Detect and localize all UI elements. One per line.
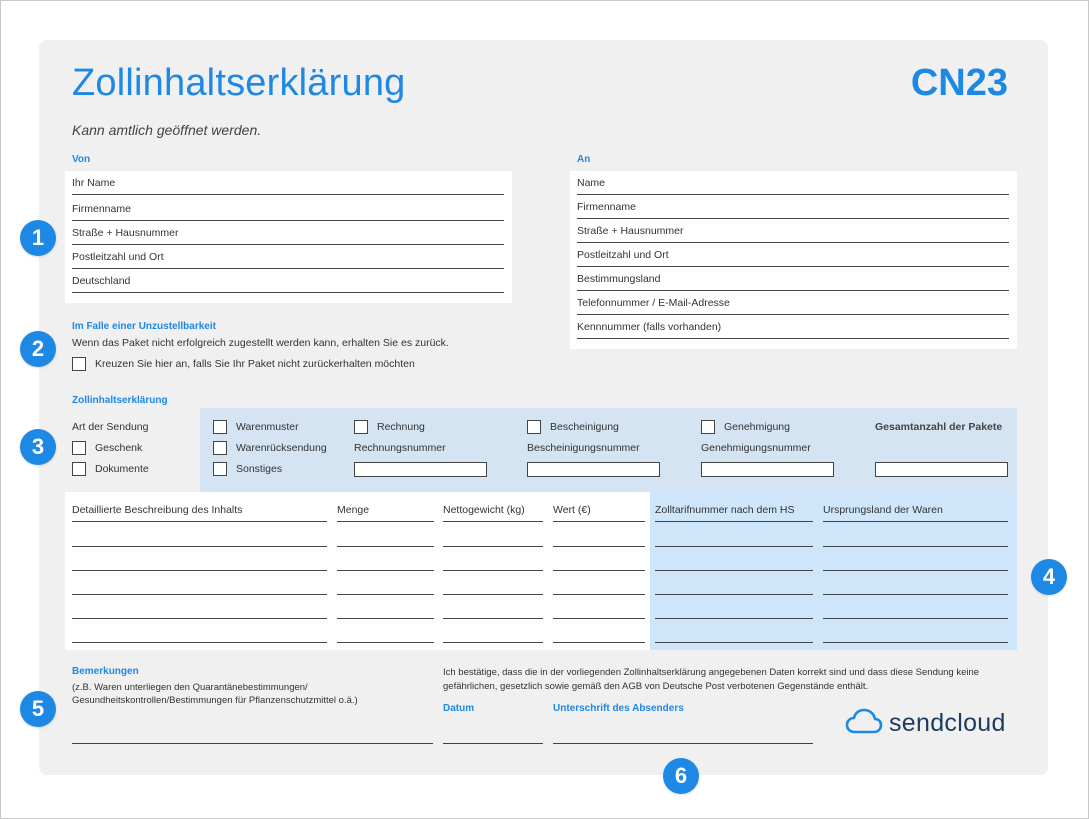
table-cell-line[interactable] — [443, 642, 543, 643]
sender-zip-city-field[interactable]: Postleitzahl und Ort — [72, 245, 504, 269]
returned-goods-checkbox[interactable] — [213, 441, 227, 455]
recipient-company-field[interactable]: Firmenname — [577, 195, 1009, 219]
table-cell-line[interactable] — [553, 618, 645, 619]
table-cell-line[interactable] — [337, 546, 434, 547]
col-quantity: Menge — [337, 504, 370, 516]
no-return-checkbox[interactable] — [72, 357, 86, 371]
table-cell-line[interactable] — [655, 642, 813, 643]
table-cell-line[interactable] — [553, 570, 645, 571]
returned-goods-label: Warenrücksendung — [236, 442, 327, 454]
table-cell-line[interactable] — [72, 546, 327, 547]
sender-heading: Von — [72, 154, 91, 165]
table-cell-line[interactable] — [655, 570, 813, 571]
table-cell-line[interactable] — [443, 570, 543, 571]
recipient-id-field[interactable]: Kennnummer (falls vorhanden) — [577, 315, 1009, 339]
signature-line[interactable] — [553, 743, 813, 744]
table-cell-line[interactable] — [443, 546, 543, 547]
other-label: Sonstiges — [236, 463, 283, 475]
table-cell-line[interactable] — [553, 594, 645, 595]
license-number-label: Genehmigungsnummer — [701, 442, 811, 454]
table-cell-line[interactable] — [655, 521, 813, 522]
table-cell-line[interactable] — [337, 594, 434, 595]
table-cell-line[interactable] — [823, 642, 1008, 643]
col-hs-code: Zolltarifnummer nach dem HS — [655, 504, 795, 516]
certificate-label: Bescheinigung — [550, 421, 619, 433]
license-number-input[interactable] — [701, 462, 834, 477]
col-description: Detaillierte Beschreibung des Inhalts — [72, 504, 243, 516]
cloud-icon — [845, 708, 883, 738]
table-cell-line[interactable] — [655, 546, 813, 547]
documents-checkbox[interactable] — [72, 462, 86, 476]
sample-checkbox[interactable] — [213, 420, 227, 434]
recipient-street-field[interactable]: Straße + Hausnummer — [577, 219, 1009, 243]
certificate-number-label: Bescheinigungsnummer — [527, 442, 640, 454]
remarks-line[interactable] — [72, 743, 433, 744]
table-cell-line[interactable] — [823, 521, 1008, 522]
table-cell-line[interactable] — [655, 618, 813, 619]
brand-name: sendcloud — [889, 708, 1006, 737]
recipient-zip-city-field[interactable]: Postleitzahl und Ort — [577, 243, 1009, 267]
date-line[interactable] — [443, 743, 543, 744]
no-return-label: Kreuzen Sie hier an, falls Sie Ihr Paket nicht zurückerhalten möchten — [95, 358, 415, 370]
table-cell-line[interactable] — [553, 546, 645, 547]
col-net-weight: Nettogewicht (kg) — [443, 504, 525, 516]
sender-panel — [65, 171, 512, 303]
step-badge-2: 2 — [20, 331, 56, 367]
table-cell-line[interactable] — [823, 618, 1008, 619]
table-cell-line[interactable] — [72, 594, 327, 595]
step-badge-5: 5 — [20, 691, 56, 727]
col-value: Wert (€) — [553, 504, 591, 516]
table-cell-line[interactable] — [72, 618, 327, 619]
sender-name-field[interactable]: Ihr Name — [72, 171, 504, 195]
table-cell-line[interactable] — [443, 618, 543, 619]
table-cell-line[interactable] — [443, 521, 543, 522]
recipient-contact-field[interactable]: Telefonnummer / E-Mail-Adresse — [577, 291, 1009, 315]
table-cell-line[interactable] — [72, 521, 327, 522]
recipient-name-field[interactable]: Name — [577, 171, 1009, 195]
customs-heading: Zollinhaltserklärung — [72, 395, 168, 406]
sender-company-field[interactable]: Firmenname — [72, 197, 504, 221]
step-badge-3: 3 — [20, 429, 56, 465]
certificate-number-input[interactable] — [527, 462, 660, 477]
documents-label: Dokumente — [95, 463, 149, 475]
gift-label: Geschenk — [95, 442, 143, 454]
undeliverable-heading: Im Falle einer Unzustellbarkeit — [72, 321, 216, 332]
table-cell-line[interactable] — [337, 521, 434, 522]
license-label: Genehmigung — [724, 421, 790, 433]
form-code: CN23 — [910, 62, 1008, 104]
recipient-country-field[interactable]: Bestimmungsland — [577, 267, 1009, 291]
col-origin: Ursprungsland der Waren — [823, 504, 943, 516]
form-title: Zollinhaltserklärung — [72, 62, 406, 104]
sender-street-field[interactable]: Straße + Hausnummer — [72, 221, 504, 245]
date-label: Datum — [443, 703, 475, 714]
remarks-text: (z.B. Waren unterliegen den Quarantänebestimmungen/ Gesundheitskontrollen/Bestimmungen für Pflanzenschutzmittel o.ä.) — [72, 682, 358, 706]
table-cell-line[interactable] — [823, 594, 1008, 595]
invoice-checkbox[interactable] — [354, 420, 368, 434]
gift-checkbox[interactable] — [72, 441, 86, 455]
shipment-type-label: Art der Sendung — [72, 421, 149, 433]
recipient-panel — [570, 171, 1017, 349]
table-cell-line[interactable] — [443, 594, 543, 595]
table-cell-line[interactable] — [655, 594, 813, 595]
sample-label: Warenmuster — [236, 421, 299, 433]
invoice-label: Rechnung — [377, 421, 425, 433]
table-cell-line[interactable] — [553, 642, 645, 643]
invoice-number-label: Rechnungsnummer — [354, 442, 446, 454]
signature-label: Unterschrift des Absenders — [553, 703, 684, 714]
total-packages-input[interactable] — [875, 462, 1008, 477]
license-checkbox[interactable] — [701, 420, 715, 434]
step-badge-4: 4 — [1031, 559, 1067, 595]
certificate-checkbox[interactable] — [527, 420, 541, 434]
table-cell-line[interactable] — [72, 570, 327, 571]
brand-logo — [845, 708, 1006, 738]
declaration-text: Ich bestätige, dass die in der vorliegenden Zollinhaltserklärung angegebenen Daten korrekt sind und dass diese Sendung keine gefährlichen, gesetzlich sowie gemäß den AGB von Deutsche Post verbotenen Gegenstände enthält. — [443, 667, 980, 692]
sender-country-field[interactable]: Deutschland — [72, 269, 504, 293]
total-packages-label: Gesamtanzahl der Pakete — [875, 421, 1003, 433]
table-cell-line[interactable] — [823, 570, 1008, 571]
table-cell-line[interactable] — [337, 618, 434, 619]
table-cell-line[interactable] — [337, 642, 434, 643]
recipient-heading: An — [577, 154, 591, 165]
step-badge-6: 6 — [663, 758, 699, 794]
undeliverable-text: Wenn das Paket nicht erfolgreich zugestellt werden kann, erhalten Sie es zurück. — [72, 337, 449, 349]
table-cell-line[interactable] — [72, 642, 327, 643]
step-badge-1: 1 — [20, 220, 56, 256]
remarks-heading: Bemerkungen — [72, 666, 139, 677]
table-cell-line[interactable] — [823, 546, 1008, 547]
table-cell-line[interactable] — [553, 521, 645, 522]
invoice-number-input[interactable] — [354, 462, 487, 477]
other-checkbox[interactable] — [213, 462, 227, 476]
form-subtitle: Kann amtlich geöffnet werden. — [72, 122, 262, 138]
table-cell-line[interactable] — [337, 570, 434, 571]
